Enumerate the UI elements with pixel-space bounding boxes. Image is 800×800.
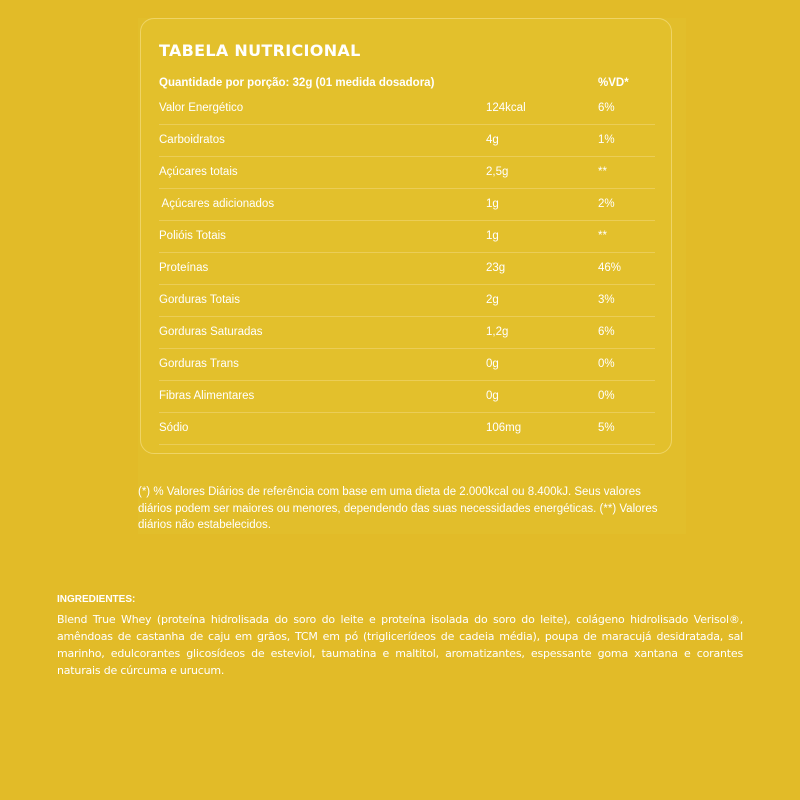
nutrition-row — [159, 157, 655, 189]
nutrient-name: Valor Energético — [159, 102, 244, 114]
nutrient-vd: 46% — [598, 262, 622, 274]
nutrient-quantity: 0g — [486, 358, 499, 370]
nutrient-name: Sódio — [159, 422, 189, 434]
nutrient-vd: ** — [598, 230, 607, 242]
nutrition-row — [159, 93, 655, 125]
nutrition-row — [159, 285, 655, 317]
nutrient-vd: 5% — [598, 422, 615, 434]
nutrient-vd: 6% — [598, 102, 615, 114]
nutrient-name: Açúcares adicionados — [159, 198, 275, 210]
nutrition-row — [159, 317, 655, 349]
nutrition-row — [159, 381, 655, 413]
nutrient-vd: 2% — [598, 198, 615, 210]
nutrient-vd: 3% — [598, 294, 615, 306]
nutrient-name: Fibras Alimentares — [159, 390, 255, 402]
nutrient-vd: 1% — [598, 134, 615, 146]
nutrient-name: Proteínas — [159, 262, 209, 274]
nutrient-quantity: 23g — [486, 262, 506, 274]
ingredients-heading: INGREDIENTES: — [57, 594, 136, 605]
nutrient-name: Gorduras Saturadas — [159, 326, 263, 338]
vd-header: %VD* — [598, 77, 629, 89]
nutrition-row — [159, 349, 655, 381]
nutrient-quantity: 1,2g — [486, 326, 509, 338]
nutrient-quantity: 106mg — [486, 422, 522, 434]
portion-header: Quantidade por porção: 32g (01 medida dosadora) — [159, 77, 435, 89]
nutrition-rows — [159, 93, 655, 445]
nutrition-table-card — [140, 18, 672, 454]
nutrient-quantity: 1g — [486, 230, 499, 242]
nutrient-quantity: 124kcal — [486, 102, 526, 114]
nutrient-name: Polióis Totais — [159, 230, 226, 242]
nutrient-quantity: 2g — [486, 294, 499, 306]
nutrient-name: Gorduras Totais — [159, 294, 240, 306]
nutrition-row — [159, 253, 655, 285]
nutrient-vd: ** — [598, 166, 607, 178]
nutrient-name: Gorduras Trans — [159, 358, 239, 370]
nutrient-quantity: 4g — [486, 134, 499, 146]
daily-values-footnote: (*) % Valores Diários de referência com base em uma dieta de 2.000kcal ou 8.400kJ. Seus valores diários podem ser maiores ou menores, dependendo das suas necessidades energéticas. (**) Valores diários não estabelecidos. — [138, 486, 658, 531]
nutrition-row — [159, 189, 655, 221]
nutrition-table-title: TABELA NUTRICIONAL — [159, 41, 361, 60]
nutrient-quantity: 1g — [486, 198, 499, 210]
nutrient-vd: 0% — [598, 358, 615, 370]
ingredients-list: Blend True Whey (proteína hidrolisada do soro do leite e proteína isolada do soro do leite), colágeno hidrolisado Verisol®, amêndoas de castanha de caju em grãos, TCM em pó (triglicerídeos de cadeia média), poupa de maracujá desidratada, sal marinho, edulcorantes glicosídeos de esteviol, taumatina e maltitol, aromatizantes, espessante goma xantana e corantes naturais de cúrcuma e urucum. — [57, 613, 743, 677]
nutrient-vd: 6% — [598, 326, 615, 338]
nutrient-name: Açúcares totais — [159, 166, 238, 178]
nutrient-quantity: 0g — [486, 390, 499, 402]
nutrition-row — [159, 413, 655, 445]
nutrition-row — [159, 125, 655, 157]
nutrient-name: Carboidratos — [159, 134, 225, 146]
nutrient-quantity: 2,5g — [486, 166, 509, 178]
nutrition-row — [159, 221, 655, 253]
nutrient-vd: 0% — [598, 390, 615, 402]
